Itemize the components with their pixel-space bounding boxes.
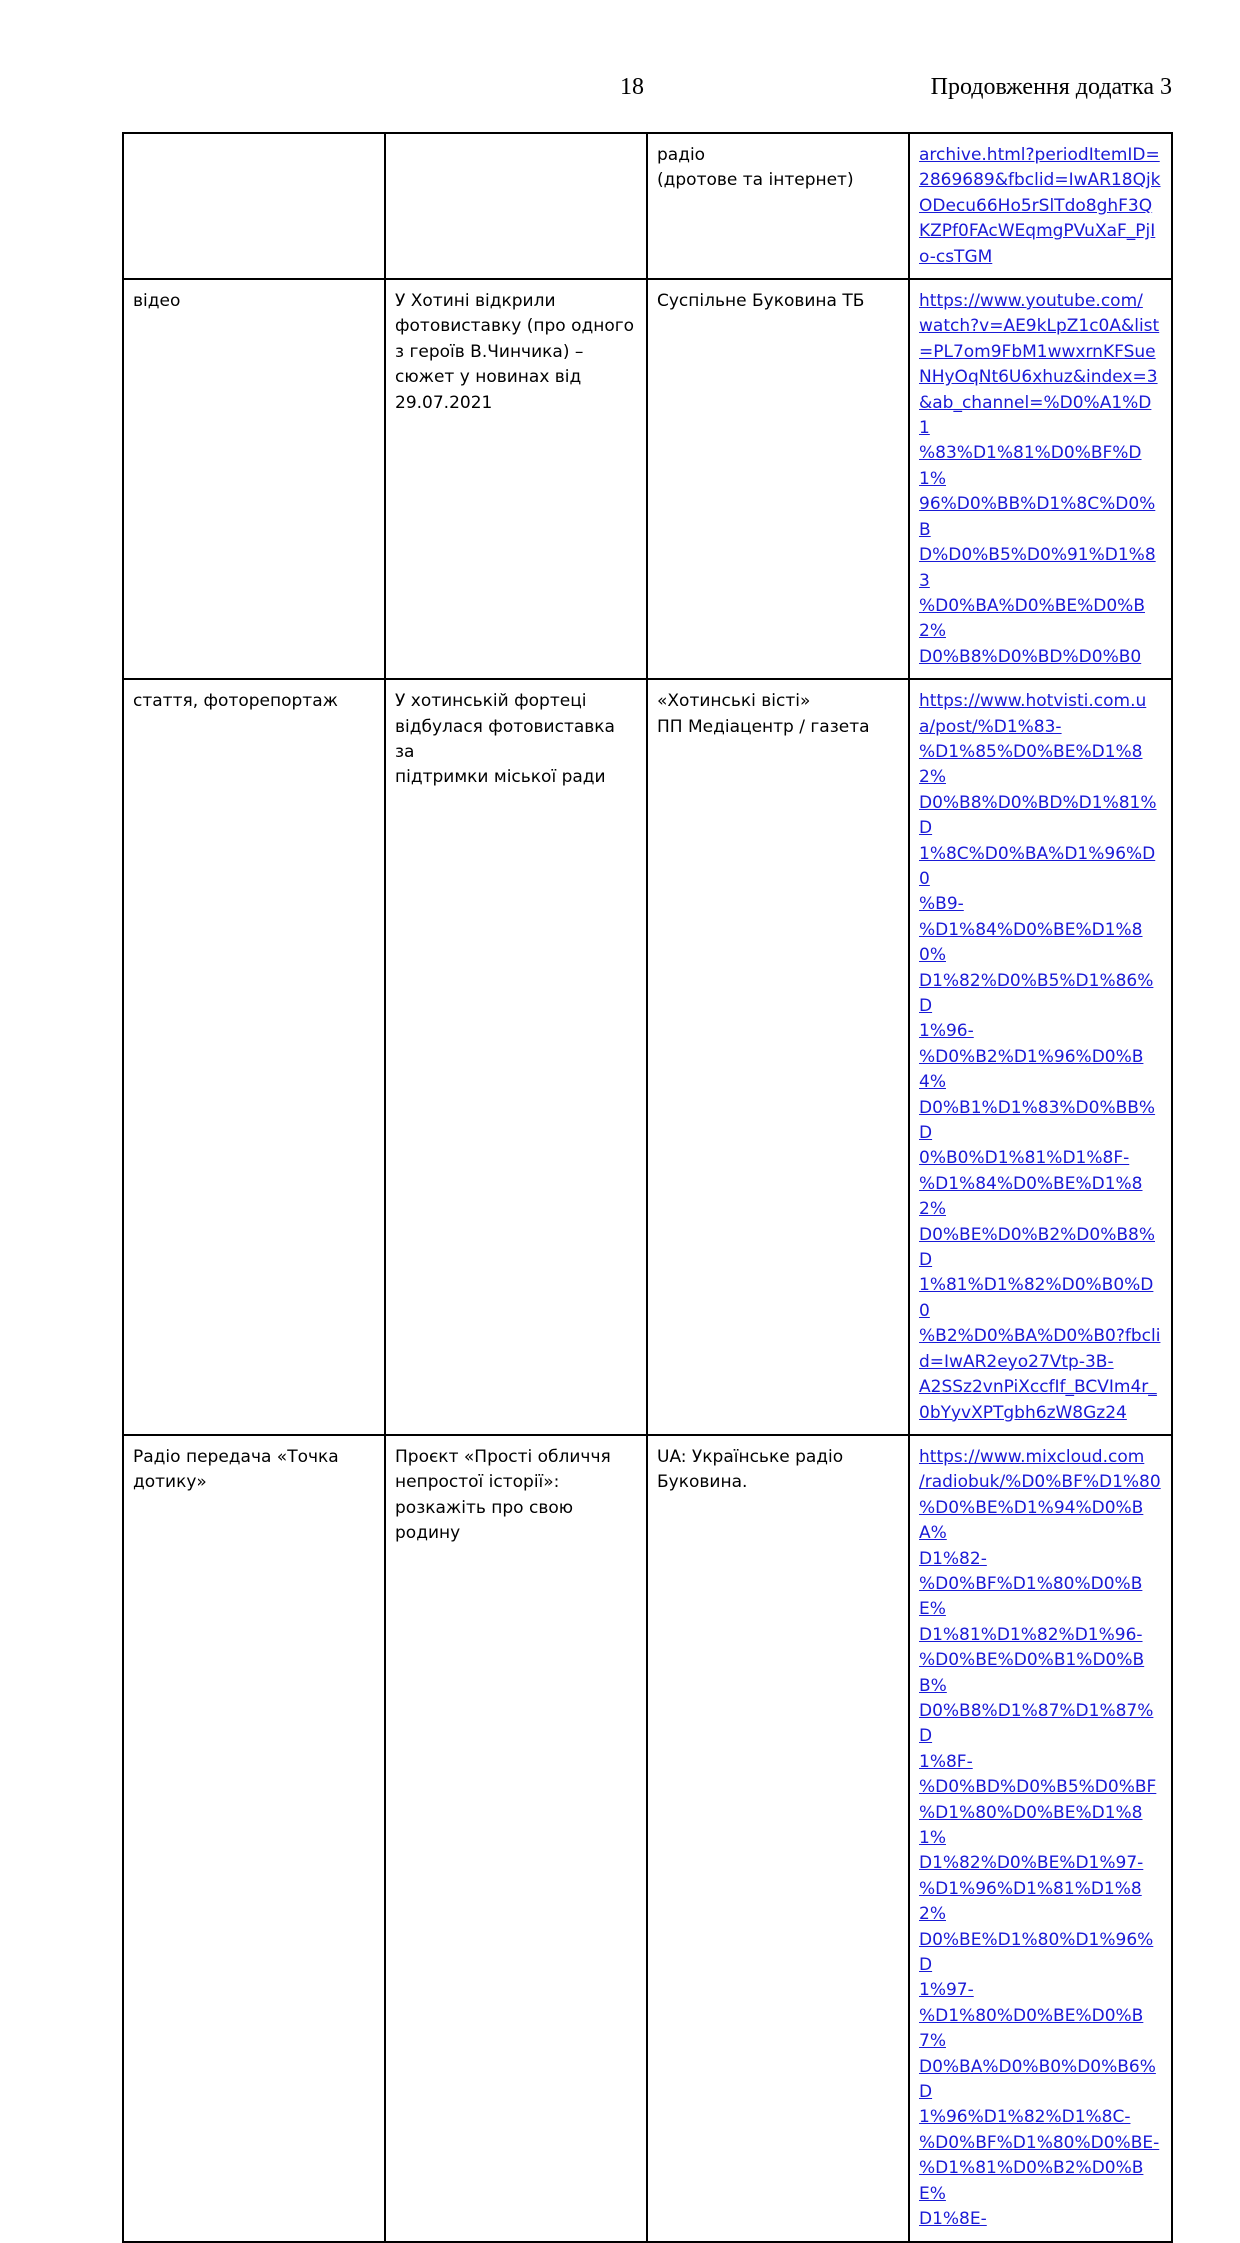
source-link[interactable]: https://www.mixcloud.com /radiobuk/%D0%BF%D1%80 %D0%BE%D1%94%D0%BA% D1%82- %D0%BF%D1%80%D0%BE% D1%81%D1%82%D1%96- %D0%BE%D0%B1%D0%BB% D0%B8%D1%87%D1%87%D 1%8F- %D0%BD%D0%B5%D0%BF %D1%80%D0%BE%D1%81% D1%82%D0%BE%D1%97- %D1%96%D1%81%D1%82% D0%BE%D1%80%D1%96%D 1%97- %D1%80%D0%BE%D0%B7% D0%BA%D0%B0%D0%B6%D 1%96%D1%82%D1%8C- %D0%BF%D1%80%D0%BE- %D1%81%D0%B2%D0%BE% D1%8E- <box>919 1446 1161 2230</box>
table-row <box>123 133 1172 279</box>
media-type-text: відео <box>133 291 181 312</box>
link-cell <box>909 133 1172 279</box>
source-cell <box>647 1435 909 2242</box>
source-link[interactable]: archive.html?periodItemID= 2869689&fbclid=IwAR18Qjk ODecu66Ho5rSlTdo8ghF3Q KZPf0FAcWEqmgPVuXaF_PjI o-csTGM <box>919 145 1161 267</box>
media-type-text: стаття, фоторепортаж <box>133 691 338 712</box>
link-cell <box>909 279 1172 679</box>
source-cell <box>647 133 909 279</box>
source-text: UA: Українське радіо Буковина. <box>657 1446 844 1493</box>
source-text: «Хотинські вісті» ПП Медіацентр / газета <box>657 691 870 737</box>
title-cell <box>385 133 647 279</box>
media-table <box>122 132 1173 2243</box>
media-type-cell <box>123 1435 385 2242</box>
source-cell <box>647 279 909 679</box>
source-text: Суспільне Буковина ТБ <box>657 291 865 312</box>
title-cell <box>385 679 647 1435</box>
title-cell <box>385 279 647 679</box>
table-row <box>123 279 1172 679</box>
title-text: У Хотині відкрили фотовиставку (про одного з героїв В.Чинчика) – сюжет у новинах від 29.07.2021 <box>395 291 635 413</box>
media-type-text: Радіо передача «Точка дотику» <box>133 1446 339 1493</box>
source-link[interactable]: https://www.hotvisti.com.u a/post/%D1%83- %D1%85%D0%BE%D1%82% D0%B8%D0%BD%D1%81%D 1%8C%D0%BA%D1%96%D0 %B9- %D1%84%D0%BE%D1%80% D1%82%D0%B5%D1%86%D 1%96- %D0%B2%D1%96%D0%B4% D0%B1%D1%83%D0%BB%D 0%B0%D1%81%D1%8F- %D1%84%D0%BE%D1%82% D0%BE%D0%B2%D0%B8%D 1%81%D1%82%D0%B0%D0 %B2%D0%BA%D0%B0?fbcli d=IwAR2eyo27Vtp-3B- A2SSz2vnPiXccfIf_BCVIm4r_ 0bYyvXPTgbh6zW8Gz24 <box>919 691 1161 1423</box>
media-type-cell <box>123 279 385 679</box>
media-type-cell <box>123 679 385 1435</box>
title-text: Проєкт «Прості обличчя непростої історії»: розкажіть про свою родину <box>395 1446 611 1544</box>
link-cell <box>909 1435 1172 2242</box>
source-cell <box>647 679 909 1435</box>
table-row <box>123 1435 1172 2242</box>
source-link[interactable]: https://www.youtube.com/ watch?v=AE9kLpZ1c0A&list =PL7om9FbM1wwxrnKFSue NHyOqNt6U6xhuz&index=3 &ab_channel=%D0%A1%D1 %83%D1%81%D0%BF%D1% 96%D0%BB%D1%8C%D0%B D%D0%B5%D0%91%D1%83 %D0%BA%D0%BE%D0%B2% D0%B8%D0%BD%D0%B0 <box>919 291 1160 667</box>
page-number: 18 <box>620 74 644 100</box>
title-text: У хотинській фортеці відбулася фотовиставка за підтримки міської ради <box>395 691 615 788</box>
table-row <box>123 679 1172 1435</box>
title-cell <box>385 1435 647 2242</box>
media-type-cell <box>123 133 385 279</box>
source-text: радіо (дротове та інтернет) <box>657 145 854 191</box>
link-cell <box>909 679 1172 1435</box>
continuation-heading: Продовження додатка 3 <box>930 74 1172 100</box>
